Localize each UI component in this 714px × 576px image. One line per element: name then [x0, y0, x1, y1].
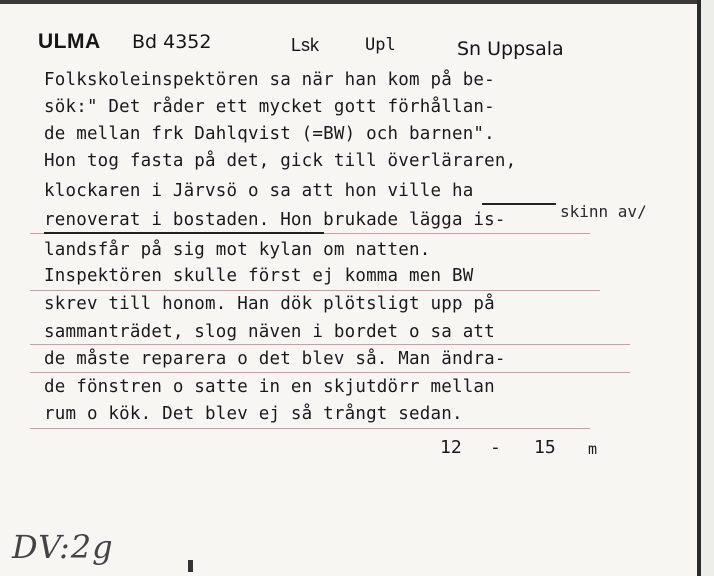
text-line-10: sammanträdet, slog näven i bordet o sa att	[44, 322, 495, 342]
underline-mark	[482, 203, 556, 205]
text-line-11: de måste reparera o det blev så. Man ändra-	[44, 349, 506, 369]
text-line-8: Inspektören skulle först ej komma men BW	[44, 266, 474, 286]
record-id: Bd 4352	[132, 31, 212, 53]
page-range-separator: -	[490, 437, 501, 458]
underline-mark	[44, 232, 324, 234]
archive-name: ULMA	[38, 30, 101, 53]
ruled-line	[30, 428, 590, 429]
ruled-line	[30, 344, 630, 345]
text-line-2: sök:" Det råder ett mycket gott förhållan-	[44, 97, 495, 117]
text-line-3: de mellan frk Dahlqvist (=BW) och barnen".	[44, 124, 495, 144]
card-top-edge	[0, 0, 700, 4]
text-line-6: renoverat i bostaden. Hon brukade lägga is-	[44, 210, 506, 230]
text-line-1: Folkskoleinspektören sa när han kom på be-	[44, 70, 495, 90]
insertion-note: skinn av/	[560, 202, 647, 221]
ruled-line	[30, 372, 630, 373]
page-range-end: 15	[534, 437, 556, 458]
text-line-7: landsfår på sig mot kylan om natten.	[44, 240, 431, 260]
text-line-12: de fönstren o satte in en skjutdörr mellan	[44, 377, 495, 397]
page-range-unit: m	[588, 440, 598, 458]
page-range-start: 12	[440, 437, 462, 458]
landskap-value: Upl	[365, 35, 396, 55]
ruled-line	[30, 290, 600, 291]
socken-value: Sn Uppsala	[457, 38, 564, 60]
handwritten-classification: DV:2g	[12, 528, 114, 566]
text-line-9: skrev till honom. Han dök plötsligt upp på	[44, 294, 495, 314]
text-line-13: rum o kök. Det blev ej så trångt sedan.	[44, 404, 463, 424]
scan-margin	[701, 0, 714, 576]
landskap-label: Lsk	[291, 35, 320, 55]
text-line-5: klockaren i Järvsö o sa att hon ville ha	[44, 181, 474, 201]
ink-speck	[188, 560, 193, 572]
text-line-4: Hon tog fasta på det, gick till överläraren,	[44, 151, 517, 171]
